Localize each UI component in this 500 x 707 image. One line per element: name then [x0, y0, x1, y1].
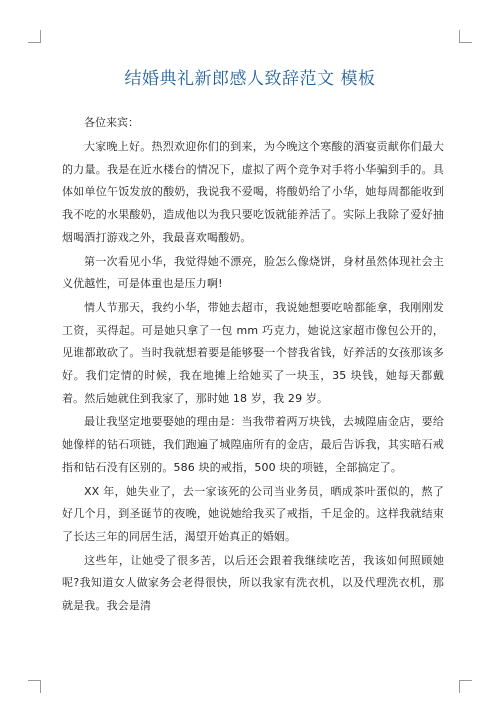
crop-mark-top-left: [28, 30, 41, 43]
crop-mark-top-right: [459, 30, 472, 43]
document-title: 结婚典礼新郎感人致辞范文 模板: [124, 69, 376, 89]
paragraph-5: XX 年，她失业了，去一家该死的公司当业务员，晒成茶叶蛋似的，熬了好几个月，到圣诞节的夜晚，她说她给我买了戒指，千足金的。这样我就结束了长达三年的同居生活，渴望开始真正的婚姻。: [62, 484, 444, 543]
paragraph-3: 情人节那天，我约小华，带她去超市，我说她想要吃啥都能拿，我刚刚发工资，买得起。可是她只拿了一包 mm 巧克力，她说这家超市像包公开的，见谁都敢砍了。当时我就想着要是能够娶一个替我省钱，好养活的女孩那该多好。我们定情的时候，我在地摊上给她买了一块玉，35 块钱，她每天都戴着。然后她就住到我家了，那时她 18 岁，我 29 岁。: [62, 300, 444, 405]
document-body: [62, 112, 444, 619]
crop-mark-bottom-left: [28, 680, 41, 693]
paragraph-1: 大家晚上好。热烈欢迎你们的到来，为今晚这个寒酸的酒宴贡献你们最大的力量。我是在近水楼台的情况下，虚拟了两个竞争对手将小华骗到手的。具体如单位午饭发放的酸奶，我说我不爱喝，将酸奶给了小华，她每周都能收到我不吃的水果酸奶，造成他以为我只要吃饭就能养活了。实际上我除了爱好抽烟喝酒打游戏之外，我最喜欢喝酸奶。: [62, 140, 444, 244]
paragraph-2: 第一次看见小华，我觉得她不漂亮，脸怎么像烧饼，身材虽然体现社会主义优越性，可是体重也是压力啊!: [62, 254, 444, 291]
paragraph-6: 这些年，让她受了很多苦，以后还会跟着我继续吃苦，我该如何照顾她呢?我知道女人做家务会老得很快，所以我家有洗衣机，以及代理洗衣机，那就是我。我会是清: [62, 553, 444, 613]
salutation: 各位来宾：: [84, 116, 139, 129]
paragraph-4: 最让我坚定地要娶她的理由是：当我带着两万块钱，去城隍庙金店，要给她像样的钻石项链，我们跑遍了城隍庙所有的金店，最后告诉我，其实暗石戒指和钻石没有区别的。586 块的戒指，500 块的项链，全部搞定了。: [62, 415, 444, 474]
crop-mark-bottom-right: [459, 680, 472, 693]
